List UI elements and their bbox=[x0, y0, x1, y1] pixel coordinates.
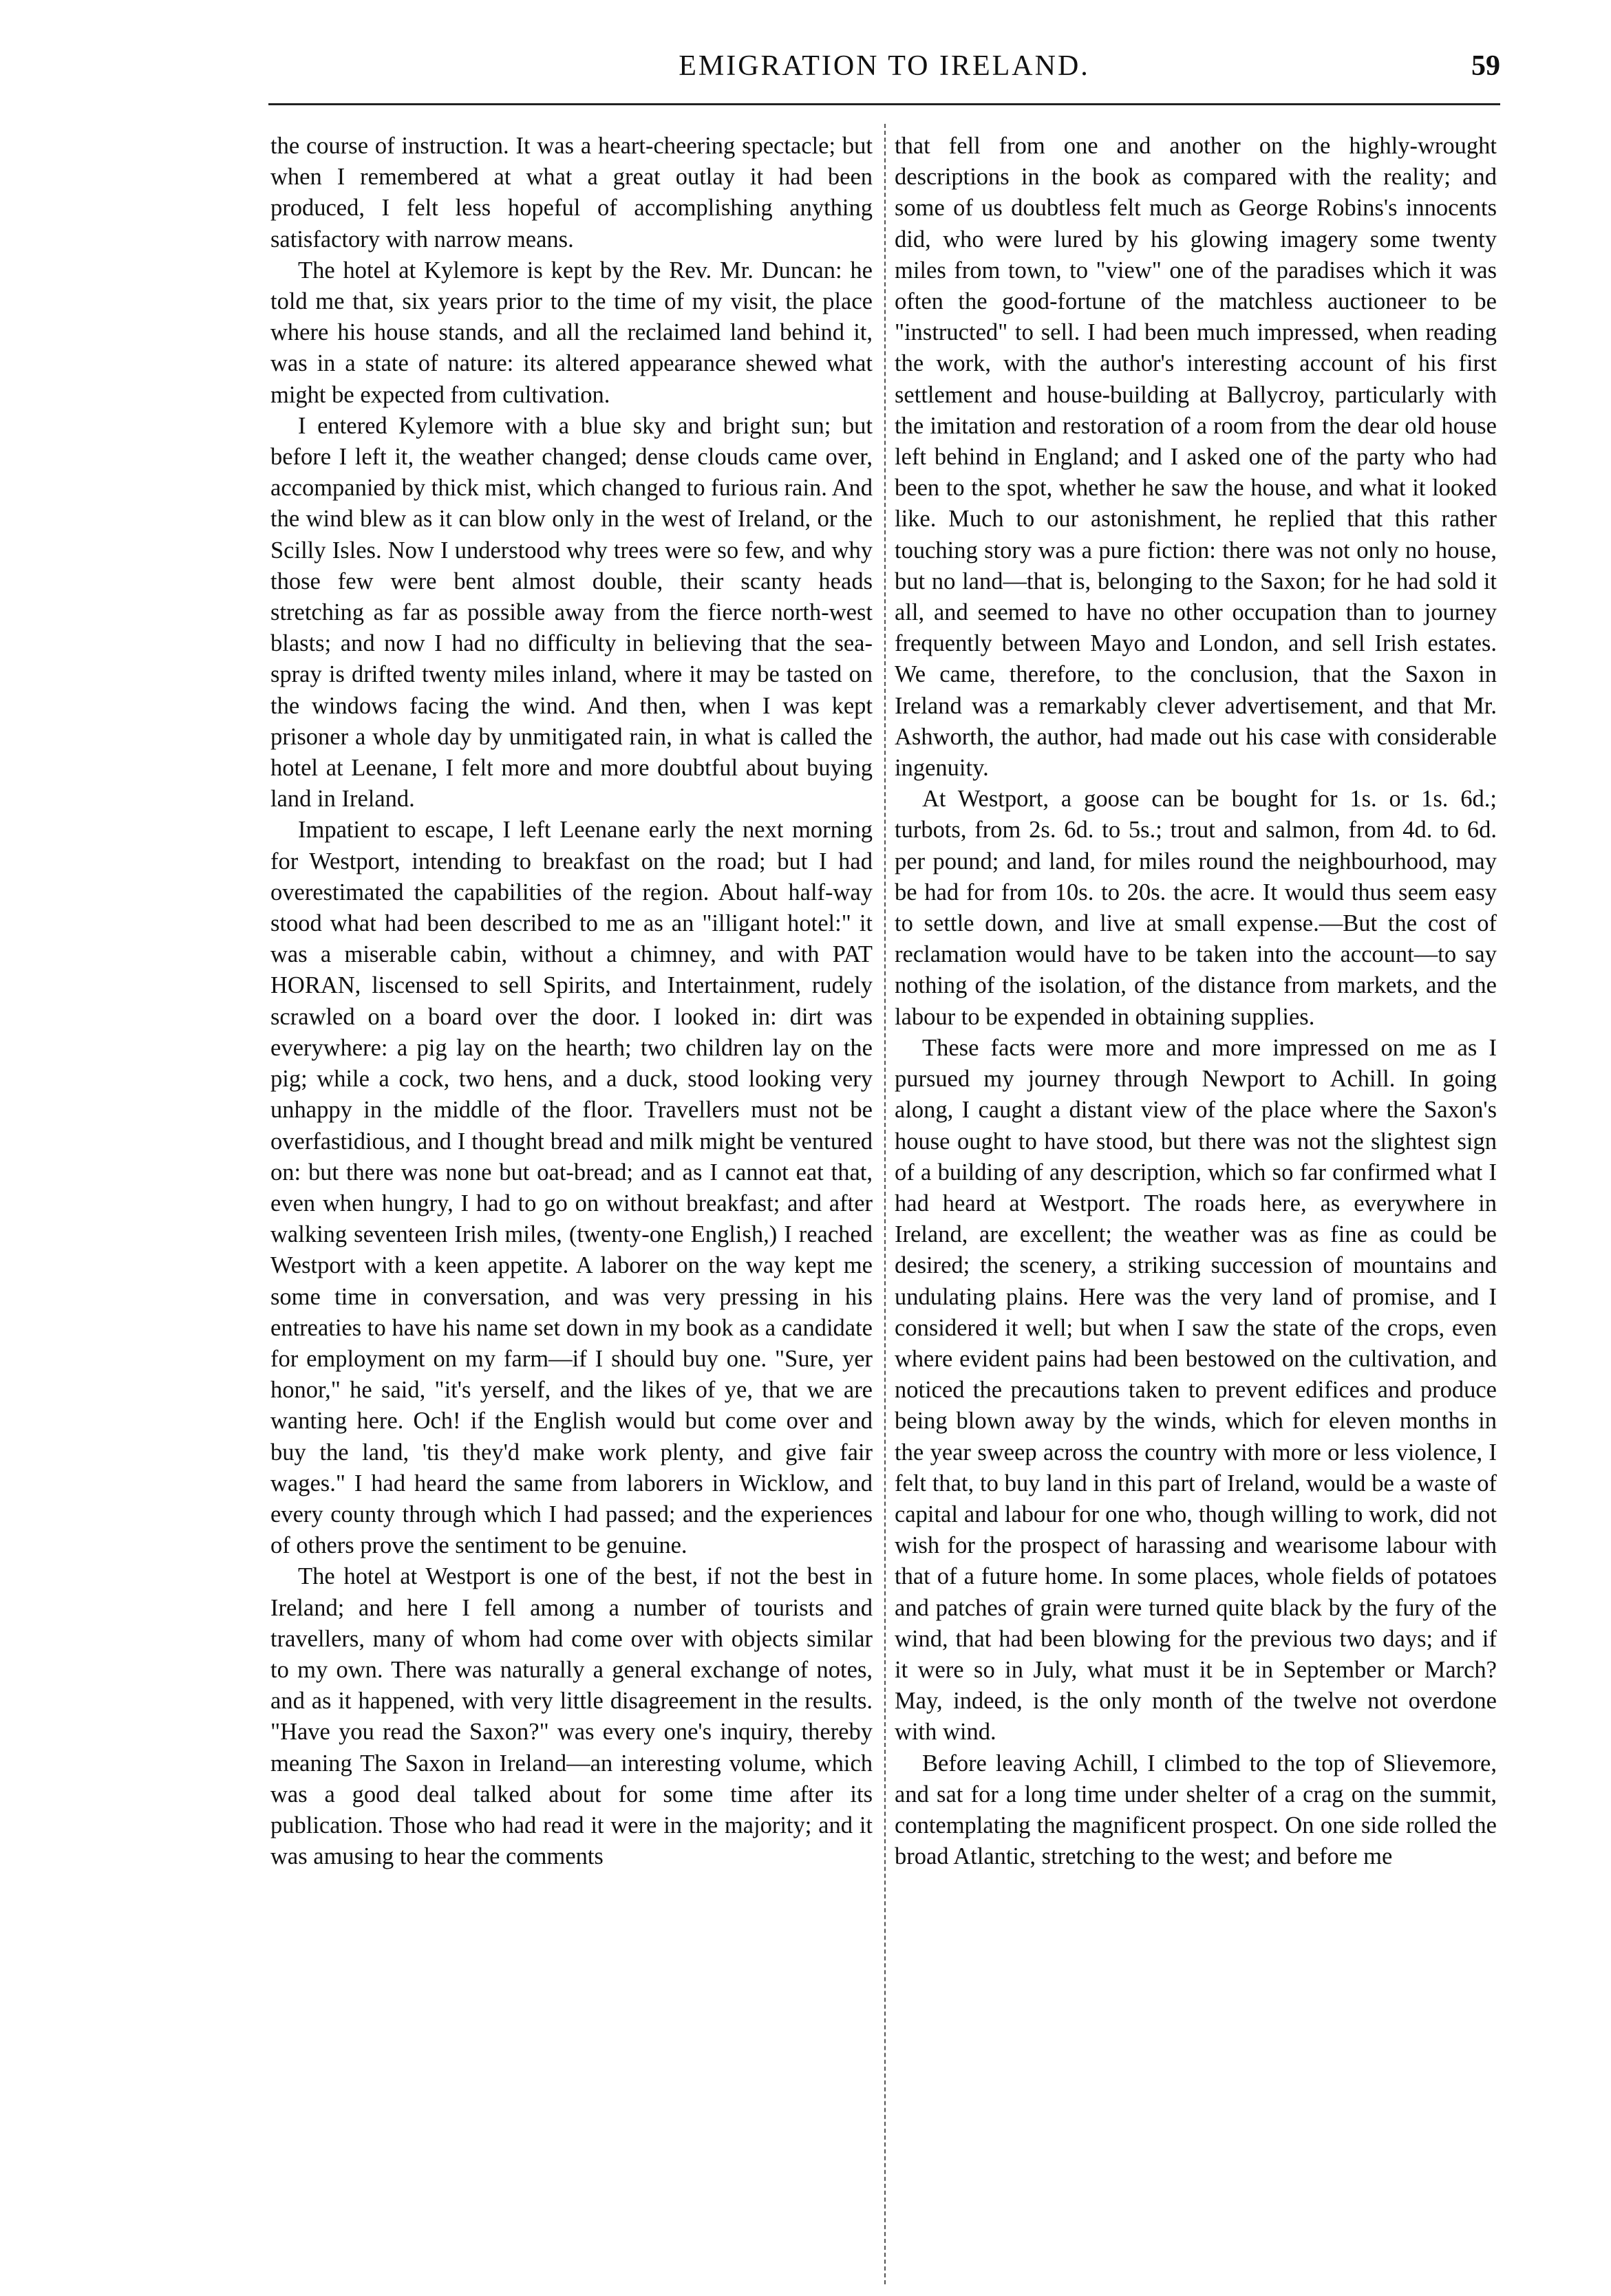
paragraph: Impatient to escape, I left Leenane early the next morning for Westport, intending to breakfast on the road; but I had overestimated the capabilities of the region. About half-way stood what had been described to me as an "illigant hotel:" it was a miserable cabin, without a chimney, and with PAT HORAN, liscensed to sell Spirits, and Intertainment, rudely scrawled on a board over the door. I looked in: dirt was everywhere: a pig lay on the hearth; two children lay on the pig; while a cock, two hens, and a duck, stood looking very unhappy in the middle of the floor. Travellers must not be overfastidious, and I thought bread and milk might be ventured on: but there was none but oat-bread; and as I cannot eat that, even when hungry, I had to go on without breakfast; and after walking seventeen Irish miles, (twenty-one English,) I reached Westport with a keen appetite. A laborer on the way kept me some time in conversation, and was very pressing in his entreaties to have his name set down in my book as a candidate for employment on my farm—if I should buy one. "Sure, yer honor," he said, "it's yerself, and the likes of ye, that we are wanting here. Och! if the English would but come over and buy the land, 'tis they'd make work plenty, and give fair wages." I had heard the same from laborers in Wicklow, and every county through which I had passed; and the experiences of others prove the sentiment to be genuine. bbox=[270, 817, 873, 1559]
right-column bbox=[895, 131, 1497, 2271]
paragraph: These facts were more and more impressed on me as I pursued my journey through Newport to Achill. In going along, I caught a distant view of the place where the Saxon's house ought to have stood, but there was not the slightest sign of a building of any description, which so far confirmed what I had heard at Westport. The roads here, as everywhere in Ireland, are excellent; the weather was as fine as could be desired; the scenery, a striking succession of mountains and undulating plains. Here was the very land of promise, and I considered it well; but when I saw the state of the crops, even where evident pains had been bestowed on the cultivation, and noticed the precautions taken to prevent edifices and produce being blown away by the winds, which for eleven months in the year sweep across the country with more or less violence, I felt that, to buy land in this part of Ireland, would be a waste of capital and labour for one who, though willing to work, did not wish for the prospect of harassing and wearisome labour with that of a future home. In some places, whole fields of potatoes and patches of grain were turned quite black by the fury of the wind, that had been blowing for the previous two days; and if it were so in July, what must it be in September or March? May, indeed, is the only month of the twelve not overdone with wind. bbox=[895, 1034, 1497, 1746]
paragraph: At Westport, a goose can be bought for 1s. or 1s. 6d.; turbots, from 2s. 6d. to 5s.; trout and salmon, from 4d. to 6d. per pound; and land, for miles round the neighbourhood, may be had for from 10s. to 20s. the acre. It would thus seem easy to settle down, and live at small expense.—But the cost of reclamation would have to be taken into the account—to say nothing of the isolation, of the distance from markets, and the labour to be expended in obtaining supplies. bbox=[895, 786, 1497, 1030]
paragraph: Before leaving Achill, I climbed to the top of Slievemore, and sat for a long time under shelter of a crag on the summit, contemplating the magnificent prospect. On one side rolled the broad Atlantic, stretching to the west; and before me bbox=[895, 1750, 1497, 1870]
paragraph: that fell from one and another on the highly-wrought descriptions in the book as compared with the reality; and some of us doubtless felt much as George Robins's innocents did, who were lured by his glowing imagery some twenty miles from town, to "view" one of the paradises which it was often the good-fortune of the matchless auctioneer to be "instructed" to sell. I had been much impressed, when reading the work, with the author's interesting account of his first settlement and house-building at Ballycroy, particularly with the imitation and restoration of a room from the dear old house left behind in England; and I asked one of the party who had been to the spot, whether he saw the house, and what it looked like. Much to our astonishment, he replied that this rather touching story was a pure fiction: there was not only no house, but no land—that is, belonging to the Saxon; for he had sold it all, and seemed to have no other occupation than to journey frequently between Mayo and London, and sell Irish estates. We came, therefore, to the conclusion, that the Saxon in Ireland was a remarkably clever advertisement, and that Mr. Ashworth, the author, had made out his case with considerable ingenuity. bbox=[895, 133, 1497, 782]
header-rule bbox=[268, 103, 1500, 105]
page-number: 59 bbox=[1471, 50, 1500, 82]
column-divider bbox=[884, 124, 886, 2284]
paragraph: I entered Kylemore with a blue sky and bright sun; but before I left it, the weather changed; dense clouds came over, accompanied by thick mist, which changed to furious rain. And the wind blew as it can blow only in the west of Ireland, or the Scilly Isles. Now I understood why trees were so few, and why those few were bent almost double, their scanty heads stretching as far as possible away from the fierce north-west blasts; and now I had no difficulty in believing that the sea-spray is drifted twenty miles inland, where it may be tasted on the windows facing the wind. And then, when I was kept prisoner a whole day by unmitigated rain, in what is called the hotel at Leenane, I felt more and more doubtful about buying land in Ireland. bbox=[270, 412, 873, 813]
paragraph: The hotel at Kylemore is kept by the Rev. Mr. Duncan: he told me that, six years prior to the time of my visit, the place where his house stands, and all the reclaimed land behind it, was in a state of nature: its altered appearance shewed what might be expected from cultivation. bbox=[270, 257, 873, 408]
paragraph: The hotel at Westport is one of the best, if not the best in Ireland; and here I fell among a number of tourists and travellers, many of whom had come over with objects similar to my own. There was naturally a general exchange of notes, and as it happened, with very little disagreement in the results. "Have you read the Saxon?" was every one's inquiry, thereby meaning The Saxon in Ireland—an interesting volume, which was a good deal talked about for some time after its publication. Those who had read it were in the majority; and it was amusing to hear the comments bbox=[270, 1563, 873, 1870]
left-column bbox=[270, 131, 873, 2271]
paragraph: the course of instruction. It was a heart-cheering spectacle; but when I remembered at what a great outlay it had been produced, I felt less hopeful of accomplishing anything satisfactory with narrow means. bbox=[270, 133, 873, 253]
page-header bbox=[268, 50, 1500, 91]
running-title: EMIGRATION TO IRELAND. bbox=[679, 50, 1090, 82]
